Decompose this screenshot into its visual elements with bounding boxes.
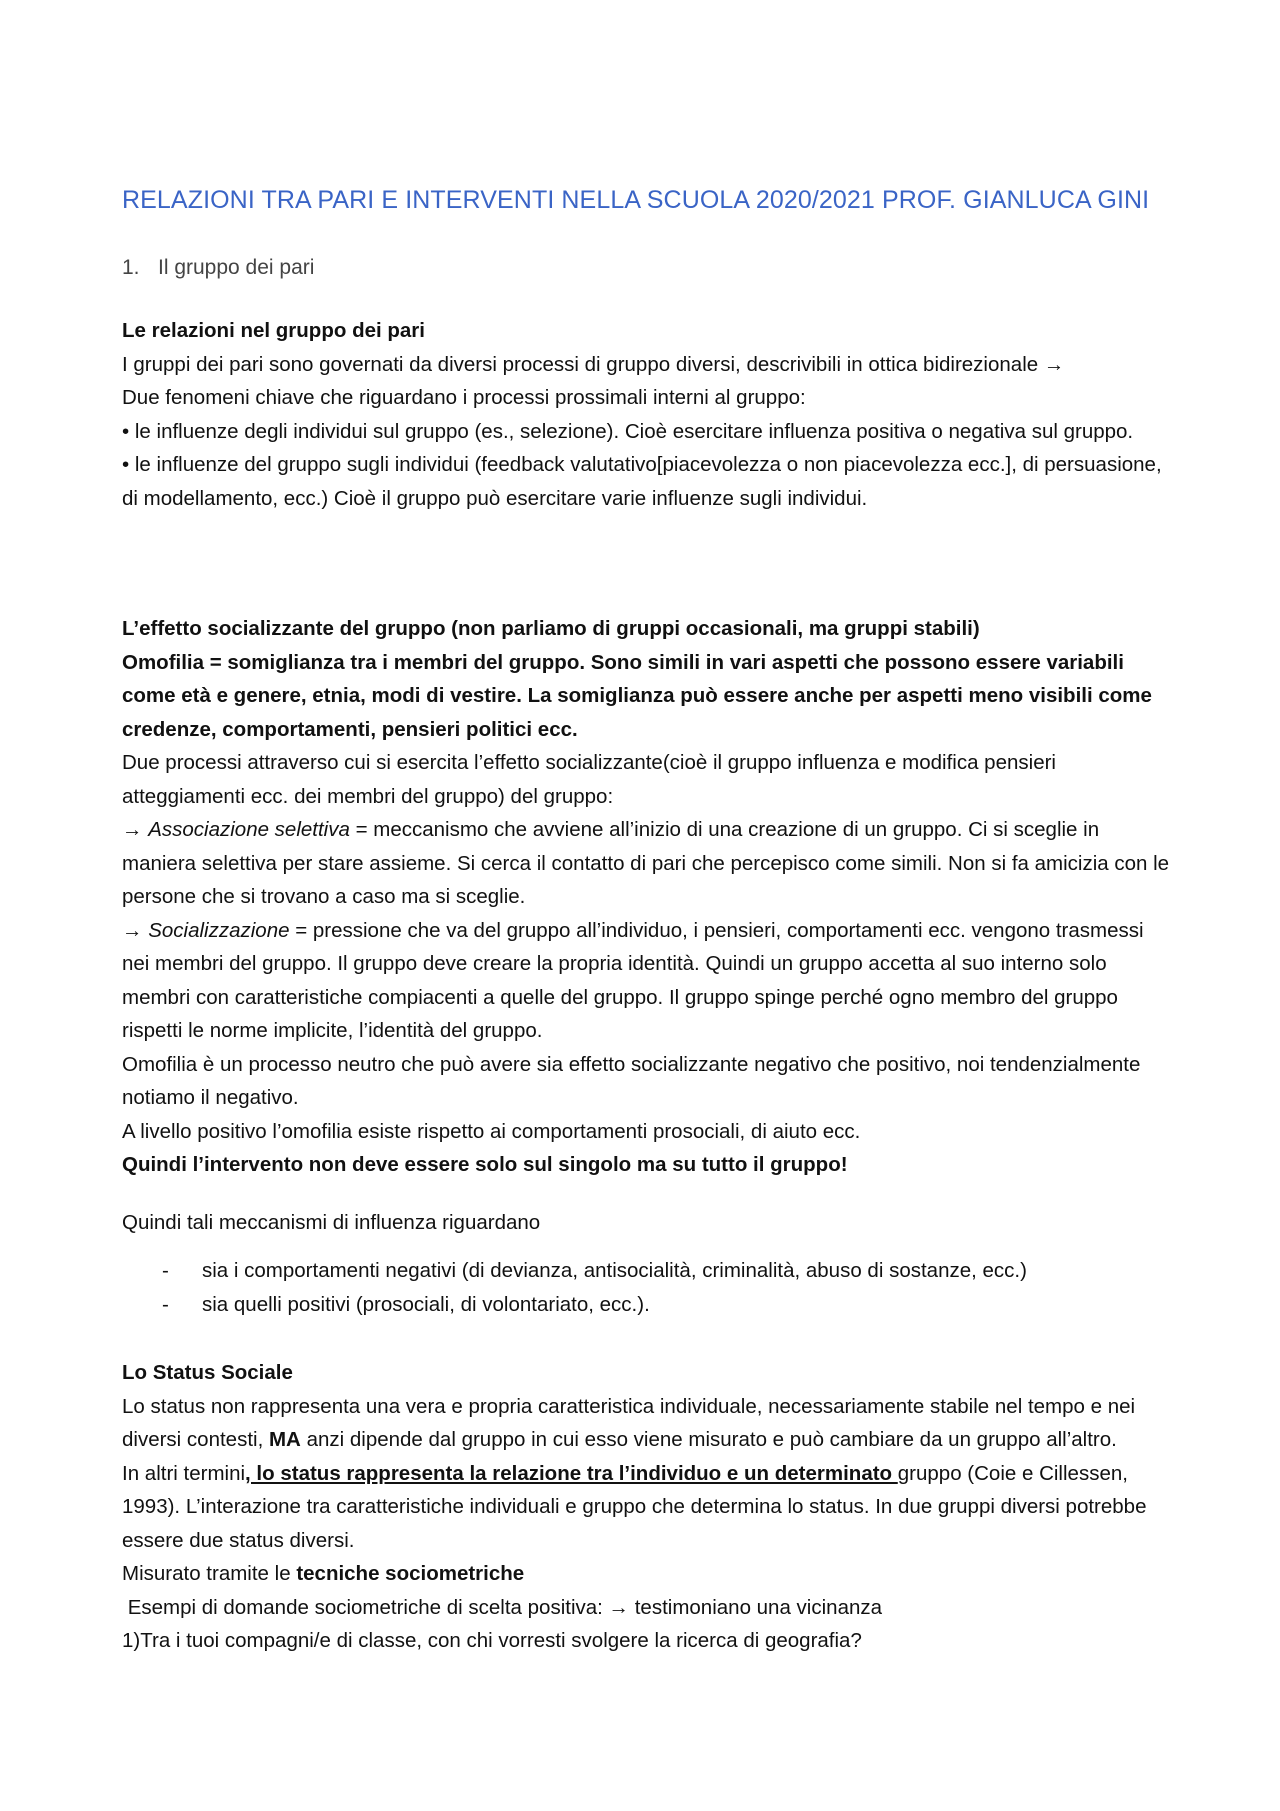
status-paragraph-2 (122, 1457, 1172, 1558)
relazioni-line1: I gruppi dei pari sono governati da diversi processi di gruppo diversi, descrivibili in ottica bidirezionale → (122, 352, 1065, 376)
neutro-text: Omofilia è un processo neutro che può avere sia effetto socializzante negativo che positivo, noi tendenzialmente notiamo il negativo. (122, 1052, 1141, 1109)
status-p1-text-2: anzi dipende dal gruppo in cui esso viene misurato e può cambiare da un gruppo all’altro. (300, 1428, 1117, 1451)
section-heading-1 (122, 256, 314, 280)
status-p2-text-2: gruppo (Coie e Cillessen, 1993). L’interazione tra caratteristiche individuali e gruppo che determina lo status. In due gruppi diversi potrebbe essere due status diversi. (122, 1461, 1147, 1552)
list-item (162, 1254, 1027, 1288)
associazione-text: = meccanismo che avviene all’inizio di una creazione di un gruppo. Ci si sceglie in maniera selettiva per stare assieme. Si cerca il contatto di pari che percepisco come simili. Non si fa amicizia con le persone che si trovano a caso ma si sceglie. (122, 818, 1170, 908)
effetto-heading: L’effetto socializzante del gruppo (non parliamo di gruppi occasionali, ma gruppi stabili) (122, 617, 980, 640)
status-p1-text: Lo status non rappresenta una vera e propria caratteristica individuale, necessariamente stabile nel tempo e nei diversi contesti, (122, 1394, 1136, 1451)
list-item (162, 1288, 1027, 1322)
list-item-text: sia quelli positivi (prosociali, di volontariato, ecc.). (202, 1292, 650, 1316)
relazioni-bullet2: • le influenze del gruppo sugli individui (feedback valutativo[piacevolezza o non piacevolezza ecc.], di persuasione, di modellamento, ecc.) Cioè il gruppo può esercitare varie influenze sugli individui. (122, 453, 1162, 510)
status-heading: Lo Status Sociale (122, 1361, 293, 1384)
meccanismi-list (162, 1254, 1027, 1321)
status-paragraph-5: 1)Tra i tuoi compagni/e di classe, con chi vorresti svolgere la ricerca di geografia? (122, 1629, 862, 1652)
status-paragraph-4: Esempi di domande sociometriche di scelta positiva: → testimoniano una vicinanza (122, 1595, 883, 1619)
status-p3-text: Misurato tramite le (122, 1562, 297, 1585)
meccanismi-intro (122, 1206, 1172, 1240)
relazioni-bullet1: • le influenze degli individui sul gruppo (es., selezione). Cioè esercitare influenza positiva o negativa sul gruppo. (122, 419, 1134, 443)
section-status (122, 1356, 1172, 1658)
dash-bullet: - (162, 1259, 169, 1282)
relazioni-line2: Due fenomeni chiave che riguardano i processi prossimali interni al gruppo: (122, 386, 806, 409)
socializzazione-paragraph (122, 914, 1172, 1048)
tecniche-sociometriche: tecniche sociometriche (296, 1562, 525, 1585)
omofilia-definition: Omofilia = somiglianza tra i membri del gruppo. Sono simili in vari aspetti che possono essere variabili come età e genere, etnia, modi di vestire. La somiglianza può essere anche per aspetti meno visibili come credenze, comportamenti, pensieri politici ecc. (122, 650, 1152, 741)
dash-bullet: - (162, 1292, 169, 1316)
section-effetto (122, 612, 1172, 1182)
arrow-icon: → (122, 818, 149, 841)
document-title: RELAZIONI TRA PARI E INTERVENTI NELLA SCUOLA 2020/2021 PROF. GIANLUCA GINI (122, 186, 1150, 214)
associazione-paragraph (122, 813, 1172, 914)
relazioni-heading: Le relazioni nel gruppo dei pari (122, 319, 425, 342)
list-item-text: sia i comportamenti negativi (di devianza, antisocialità, criminalità, abuso di sostanze, ecc.) (202, 1259, 1027, 1282)
section-number: 1. (122, 256, 140, 279)
meccanismi-intro-text: Quindi tali meccanismi di influenza riguardano (122, 1211, 541, 1234)
section-label: Il gruppo dei pari (158, 256, 315, 279)
associazione-term: Associazione selettiva (148, 818, 350, 841)
status-paragraph-1 (122, 1390, 1172, 1457)
status-paragraph-3 (122, 1557, 1172, 1591)
status-p2-text: In altri termini (122, 1461, 246, 1485)
processi-text: Due processi attraverso cui si esercita l’effetto socializzante(cioè il gruppo influenza e modifica pensieri atteggiamenti ecc. dei membri del gruppo) del gruppo: (122, 751, 1056, 808)
section-relazioni (122, 314, 1172, 515)
status-ma: MA (268, 1428, 301, 1451)
arrow-icon: → (122, 918, 149, 942)
conclusione-text: Quindi l’intervento non deve essere solo sul singolo ma su tutto il gruppo! (122, 1153, 848, 1176)
socializzazione-term: Socializzazione (148, 918, 290, 942)
status-p2-underlined: , lo status rappresenta la relazione tra l’individuo e un determinato (245, 1461, 898, 1485)
positivo-text: A livello positivo l’omofilia esiste rispetto ai comportamenti prosociali, di aiuto ecc. (122, 1119, 861, 1143)
socializzazione-text: = pressione che va del gruppo all’individuo, i pensieri, comportamenti ecc. vengono trasmessi nei membri del gruppo. Il gruppo deve creare la propria identità. Quindi un gruppo accetta al suo interno solo membri con caratteristiche compiacenti a quelle del gruppo. Il gruppo spinge perché ogno membro del gruppo rispetti le norme implicite, l’identità del gruppo. (122, 918, 1144, 1042)
